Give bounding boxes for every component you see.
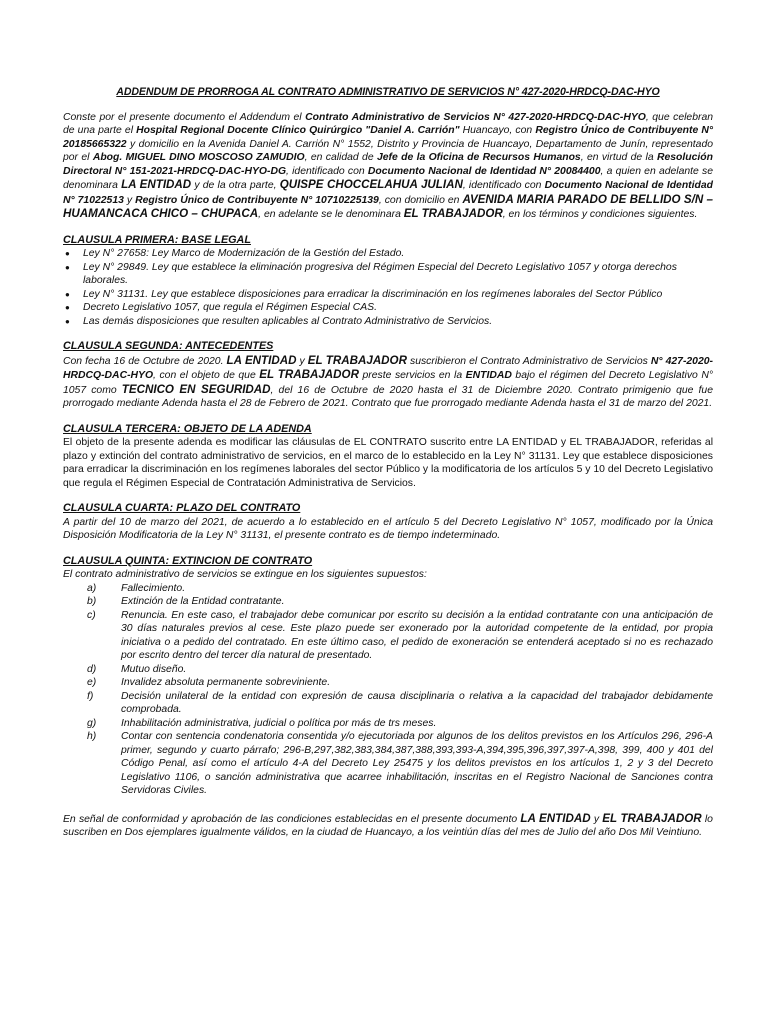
document-page <box>63 86 713 840</box>
clause-quinta <box>63 555 713 798</box>
list-item: ● Ley N° 27658: Ley Marco de Modernización de la Gestión del Estado. <box>63 247 713 261</box>
list-item: c) Renuncia. En este caso, el trabajador debe comunicar por escrito su decisión a la entidad contratante con una anticipación de 30 días naturales previos al cese. Este plazo puede ser exonerado por la autoridad competente de la entidad, por propia iniciativa o a pedido del contratado. En este último caso, el pedido de exoneración se entenderá aceptado si no es rechazado por escrito dentro del tercer día natural de presentado. <box>87 609 713 661</box>
list-item: a) Fallecimiento. <box>87 582 186 594</box>
clause-cuarta <box>63 502 713 543</box>
extinction-list <box>63 582 713 798</box>
list-item: d) Mutuo diseño. <box>87 663 187 675</box>
clause-segunda <box>63 340 713 411</box>
intro-paragraph: Conste por el presente documento el Addendum el Contrato Administrativo de Servicios N° 427-2020-HRDCQ-DAC-HYO, que celebran de una parte el Hospital Regional Docente Clínico Quirúrgico "Daniel A. Carrión" Huancayo, con Registro Único de Contribuyente N° 20185665322 y domicilio en la Avenida Daniel A. Carrión N° 1552, Distrito y Provincia de Huancayo, Departamento de Junín, representado por el Abog. MIGUEL DINO MOSCOSO ZAMUDIO, en calidad de Jefe de la Oficina de Recursos Humanos, en virtud de la Resolución Directoral N° 151-2021-HRDCQ-DAC-HYO-DG, identificado con Documento Nacional de Identidad N° 20084400, a quien en adelante se denominara LA ENTIDAD y de la otra parte, QUISPE CHOCCELAHUA JULIAN, identificado con Documento Nacional de Identidad N° 71022513 y Registro Único de Contribuyente N° 10710225139, con domicilio en AVENIDA MARIA PARADO DE BELLIDO S/N – HUAMANCACA CHICO – CHUPACA, en adelante se le denominara EL TRABAJADOR, en los términos y condiciones siguientes. <box>63 111 713 220</box>
list-item: ● Ley N° 29849. Ley que establece la eliminación progresiva del Régimen Especial del Decreto Legislativo 1057 y otorga derechos laborales. <box>63 261 713 288</box>
list-item: ● Las demás disposiciones que resulten aplicables al Contrato Administrativo de Servicios. <box>63 315 713 329</box>
list-item: ● Ley N° 31131. Ley que establece disposiciones para erradicar la discriminación en los regímenes laborales del Sector Público <box>63 288 713 302</box>
clause-text: Con fecha 16 de Octubre de 2020. LA ENTIDAD y EL TRABAJADOR suscribieron el Contrato Administrativo de Servicios N° 427-2020-HRDCQ-DAC-HYO, con el objeto de que EL TRABAJADOR preste servicios en la ENTIDAD bajo el régimen del Decreto Legislativo N° 1057 como TECNICO EN SEGURIDAD, del 16 de Octubre de 2020 hasta el 31 de Diciembre 2020. Contrato primigenio que fue prorrogado mediante Adenda hasta el 28 de Febrero de 2021. Contrato que fue prorrogado mediante Adenda hasta el 31 de marzo del 2021. <box>63 353 714 409</box>
list-item: g) Inhabilitación administrativa, judicial o política por más de trs meses. <box>87 717 437 729</box>
list-item: ● Decreto Legislativo 1057, que regula el Régimen Especial CAS. <box>63 301 713 315</box>
list-item: f) Decisión unilateral de la entidad con expresión de causa disciplinaria o relativa a la capacidad del trabajador debidamente comprobada. <box>87 690 713 715</box>
document-title: ADDENDUM DE PRORROGA AL CONTRATO ADMINISTRATIVO DE SERVICIOS N° 427-2020-HRDCQ-DAC-HYO <box>116 86 660 98</box>
list-item: h) Contar con sentencia condenatoria consentida y/o ejecutoriada por algunos de los delitos previstos en los Artículos 296, 296-A primer, segundo y cuarto párrafo; 296-B,297,382,383,384,387,388,393,393-A,394,395,396,397,397-A,398, 399, 400 y 401 del Código Penal, así como el artículo 4-A del Decreto Ley 25475 y los delitos previstos en los artículos 1, 2 y 3 del Decreto Legislativo 1106, o sanción administrativa que acarree inhabilitación, inscritas en el Registro Nacional de Sanciones contra Servidoras Civiles. <box>87 731 713 796</box>
list-item: b) Extinción de la Entidad contratante. <box>87 596 285 607</box>
closing-paragraph: En señal de conformidad y aprobación de las condiciones establecidas en el presente documento LA ENTIDAD y EL TRABAJADOR lo suscriben en Dos ejemplares igualmente válidos, en la ciudad de Huancayo, a los veintiún días del mes de Julio del año Dos Mil Veintiuno. <box>63 811 713 838</box>
clause-heading: CLAUSULA SEGUNDA: ANTECEDENTES <box>63 340 274 352</box>
legal-basis-list <box>63 247 713 328</box>
list-item: e) Invalidez absoluta permanente sobreviniente. <box>87 677 331 688</box>
clause-text: A partir del 10 de marzo del 2021, de acuerdo a lo establecido en el artículo 5 del Decreto Legislativo N° 1057, modificado por la Única Disposición Modificatoria de la Ley N° 31131, el presente contrato es de tiempo indeterminado. <box>63 516 713 541</box>
clause-lead: El contrato administrativo de servicios se extingue en los siguientes supuestos: <box>63 569 427 580</box>
clause-heading: CLAUSULA QUINTA: EXTINCION DE CONTRATO <box>63 554 313 567</box>
clause-heading: CLAUSULA CUARTA: PLAZO DEL CONTRATO <box>63 502 301 514</box>
clause-heading: CLAUSULA TERCERA: OBJETO DE LA ADENDA <box>63 422 312 435</box>
clause-text: El objeto de la presente adenda es modificar las cláusulas de EL CONTRATO suscrito entre LA ENTIDAD y EL TRABAJADOR, referidas al plazo y extinción del contrato administrativo de servicios, en el marco de lo establecido en la Ley N° 31131. Ley que establece disposiciones para erradicar la discriminación en los regímenes laborales del sector Público y la modificatoria de los artículos 5 y 10 del Decreto Legislativo que regula el Régimen Especial de Contratación Administrativa de Servicios. <box>63 437 713 489</box>
clause-primera <box>63 234 713 329</box>
clause-tercera <box>63 423 713 491</box>
clause-heading: CLAUSULA PRIMERA: BASE LEGAL <box>63 233 251 246</box>
